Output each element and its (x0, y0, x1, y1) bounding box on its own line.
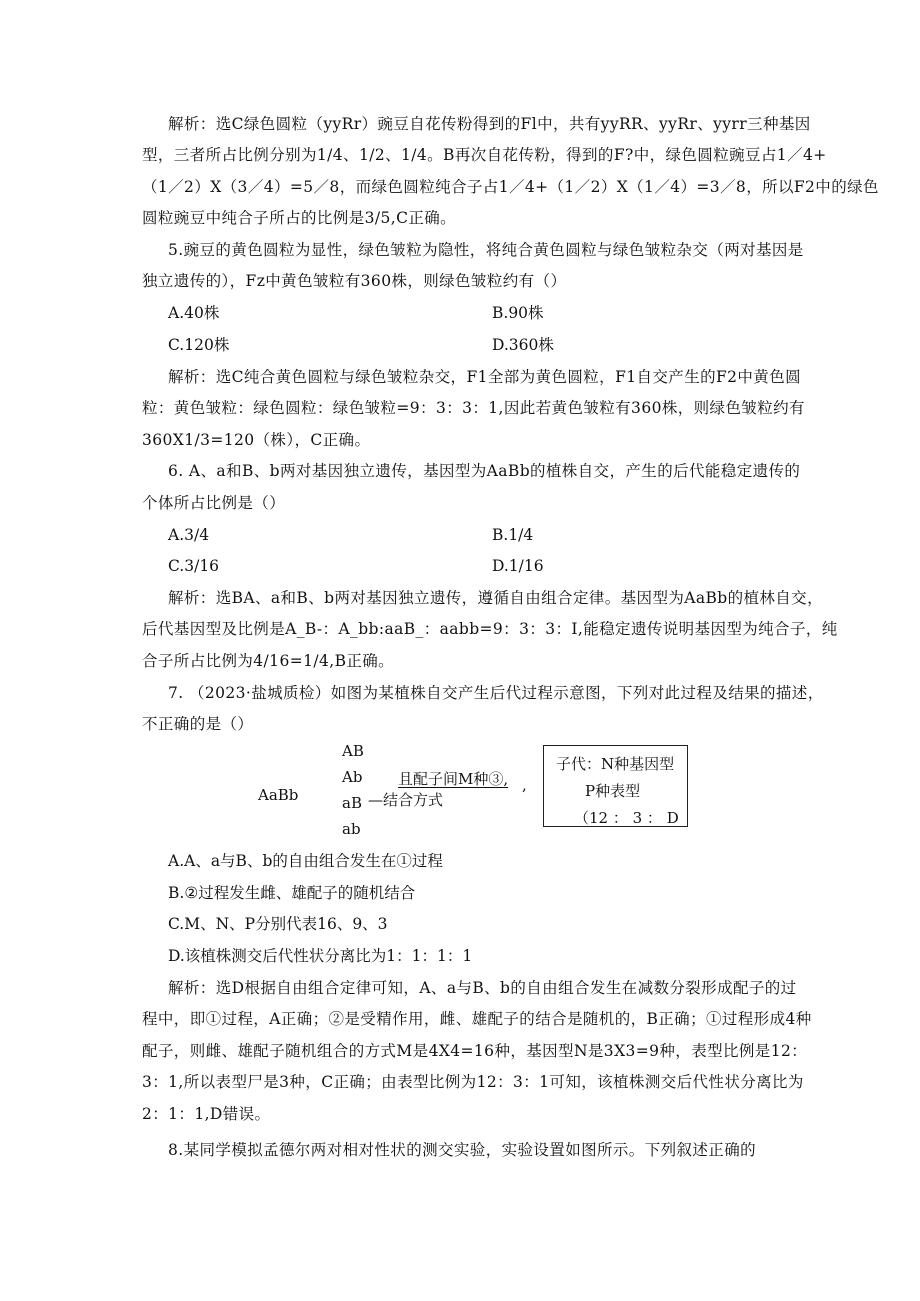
question-5-option-c: C.120株 (168, 336, 230, 354)
question-8-stem-1: 8.某同学模拟孟德尔两对相对性状的测交实验，实验设置如图所示。下列叙述正确的 (168, 1141, 756, 1159)
analysis-4-line-4: 圆粒豌豆中纯合子所占的比例是3/5,C正确。 (142, 209, 457, 227)
question-6-analysis-3: 合子所占比例为4/16=1/4,B正确。 (142, 652, 395, 670)
analysis-4-line-3: （1／2）X（3／4）=5／8，而绿色圆粒纯合子占1／4+（1／2）X（1／4）=3／8，所以F2中的绿色 (142, 178, 879, 196)
question-6-analysis-2: 后代基因型及比例是A_B-：A_bb:aaB_：aabb=9：3：3：I,能稳定遗传说明基因型为纯合子，纯 (142, 620, 838, 638)
diagram-gamete-4: ab (342, 820, 361, 838)
question-7-stem-1: 7. （2023·盐城质检）如图为某植株自交产生后代过程示意图，下列对此过程及结果的描述， (168, 684, 824, 702)
question-5-option-b: B.90株 (492, 304, 544, 322)
question-7-analysis-5: 2：1：1,D错误。 (142, 1105, 271, 1123)
diagram-box-line-2: P种表型 (585, 782, 641, 800)
question-7-option-a: A.A、a与B、b的自由组合发生在①过程 (168, 852, 443, 870)
question-7-analysis-2: 程中，即①过程，A正确；②是受精作用，雌、雄配子的结合是随机的，B正确；①过程形成4种 (142, 1010, 812, 1028)
question-5-analysis-3: 360X1/3=120（株），C正确。 (142, 431, 371, 449)
question-6-option-d: D.1/16 (492, 557, 544, 575)
analysis-4-line-1: 解析：选C绿色圆粒（yyRr）豌豆自花传粉得到的Fl中，共有yyRR、yyRr、yyrr三种基因 (168, 115, 811, 133)
question-7-option-c: C.M、N、P分别代表16、9、3 (168, 915, 388, 933)
question-6-stem-2: 个体所占比例是（） (142, 494, 286, 512)
question-7-option-d: D.该植株测交后代性状分离比为1：1：1：1 (168, 947, 473, 965)
diagram-gamete-3: aB (342, 794, 362, 812)
question-7-stem-2: 不正确的是（） (142, 715, 254, 733)
question-6-option-b: B.1/4 (492, 526, 534, 544)
question-7-analysis-1: 解析：选D根据自由组合定律可知，A、a与B、b的自由组合发生在减数分裂形成配子的过 (168, 979, 797, 997)
question-7-analysis-3: 配子，则雌、雄配子随机组合的方式M是4X4=16种，基因型N是3X3=9种，表型比例是12： (142, 1042, 808, 1060)
question-6-option-a: A.3/4 (168, 526, 210, 544)
diagram-gamete-1: AB (342, 742, 364, 760)
question-6-option-c: C.3/16 (168, 557, 220, 575)
diagram-box-line-3: （12 ： 3 ： D (574, 809, 679, 827)
question-7-option-b: B.②过程发生雌、雄配子的随机结合 (168, 884, 416, 902)
question-6-stem-1: 6. A、a和B、b两对基因独立遗传，基因型为AaBb的植株自交，产生的后代能稳定遗传的 (168, 462, 801, 480)
question-5-option-a: A.40株 (168, 304, 220, 322)
diagram-arrow-label-top: 且配子间M种③, (398, 770, 509, 788)
question-5-analysis-1: 解析：选C纯合黄色圆粒与绿色皱粒杂交，F1全部为黄色圆粒，F1自交产生的F2中黄色圆 (168, 368, 802, 386)
diagram-comma: , (522, 776, 527, 794)
analysis-4-line-2: 型，三者所占比例分别为1/4、1/2、1/4。B再次自花传粉，得到的F?中，绿色圆粒豌豆占1／4+ (142, 146, 827, 164)
diagram-gamete-2: Ab (342, 768, 363, 786)
diagram-box-line-1: 子代：N种基因型 (556, 755, 675, 773)
diagram-parent-genotype: AaBb (258, 786, 299, 804)
question-6-analysis-1: 解析：选BA、a和B、b两对基因独立遗传，遵循自由组合定律。基因型为AaBb的植林自交， (168, 589, 823, 607)
question-5-option-d: D.360株 (492, 336, 554, 354)
diagram-arrow-label-bottom: —结合方式 (368, 791, 444, 809)
question-5-stem-1: 5.豌豆的黄色圆粒为显性，绿色皱粒为隐性，将纯合黄色圆粒与绿色皱粒杂交（两对基因是 (168, 241, 804, 259)
question-7-analysis-4: 3：1,所以表型尸是3种，C正确；由表型比例为12：3：1可知，该植株测交后代性状分离比为 (142, 1073, 804, 1091)
question-5-stem-2: 独立遗传的），Fz中黄色皱粒有360株，则绿色皱粒约有（） (142, 272, 567, 290)
question-5-analysis-2: 粒：黄色皱粒：绿色圆粒：绿色皱粒=9：3：3：1,因此若黄色皱粒有360株，则绿色皱粒约有 (142, 399, 805, 417)
